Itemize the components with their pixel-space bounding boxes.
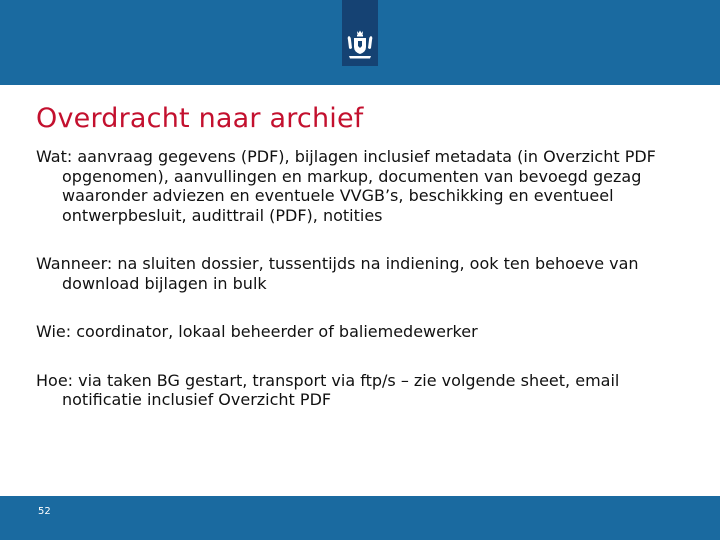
bullet-list: [36, 147, 676, 439]
page-number: 52: [38, 506, 51, 517]
header-band: [0, 0, 720, 85]
bullet-how: Hoe: via taken BG gestart, transport via ftp/s – zie volgende sheet, email notificatie inclusief Overzicht PDF: [36, 370, 620, 409]
slide-title: Overdracht naar archief: [36, 103, 364, 134]
logo: [342, 0, 378, 66]
coat-of-arms-icon: [346, 30, 374, 60]
footer-band: [0, 496, 720, 540]
bullet-who: Wie: coordinator, lokaal beheerder of baliemedewerker: [36, 322, 478, 341]
bullet-when: Wanneer: na sluiten dossier, tussentijds na indiening, ook ten behoeve van download bijlagen in bulk: [36, 254, 639, 293]
bullet-what: Wat: aanvraag gegevens (PDF), bijlagen inclusief metadata (in Overzicht PDF opgenomen), aanvullingen en markup, documenten van bevoegd gezag waaronder adviezen en eventuele VVGB’s, beschikking en eventueel ontwerpbesluit, audittrail (PDF), notities: [36, 147, 656, 225]
